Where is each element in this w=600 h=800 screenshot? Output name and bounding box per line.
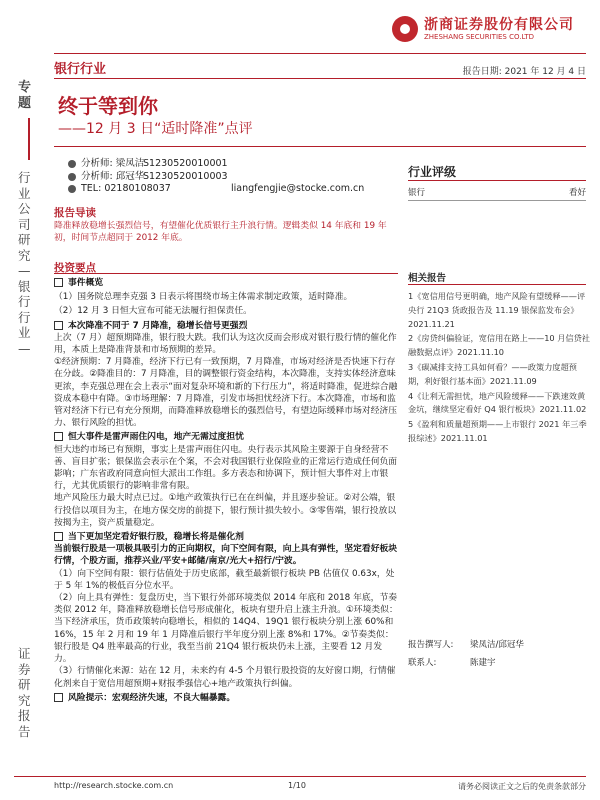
section-heading <box>54 277 398 289</box>
risk-warning <box>54 692 398 704</box>
footer-disclaimer: 请务必阅读正文之后的免责条款部分 <box>458 782 586 791</box>
sector-label: 银行行业 <box>54 62 107 77</box>
checkbox-icon <box>54 321 63 330</box>
analyst-tel: TEL: 02180108037 <box>81 183 171 194</box>
report-subtitle: ——12 月 3 日“适时降准”点评 <box>58 121 253 137</box>
section-heading-text: 恒大事件是雷声雨住闪电，地产无需过度担忧 <box>68 432 244 443</box>
paragraph: 当前银行股是一项极具吸引力的正向期权，向下空间有限，向上具有弹性，坚定看好板块行情，个股方面，推荐兴业/平安+邮储/南京/光大+招行/宁波。 <box>54 544 398 567</box>
related-item[interactable]: 5《盈利和质量超预期——上市银行 2021 年三季报综述》2021.11.01 <box>408 419 587 443</box>
paragraph: 上次（7 月）超预期降准，银行股大跌。我们认为这次反而会形成对银行股行情的催化作用，本质上是降准背景和市场预期的差异。 <box>54 332 397 356</box>
person-icon <box>68 160 76 168</box>
contact-value: 陈建宇 <box>470 658 496 668</box>
paragraph: （1）向下空间有限：银行估值处于历史底部，截至最新银行板块 PB 估值仅 0.63x，处于 5 年 1%的极低百分位水平。 <box>54 568 395 591</box>
rating-row <box>408 186 586 198</box>
points-heading: 投资要点 <box>54 262 96 274</box>
checkbox-icon <box>54 278 63 287</box>
logo-cn-text: 浙商证券股份有限公司 <box>424 17 574 33</box>
analyst-name: 分析师: 邱冠华 <box>81 170 145 182</box>
related-item[interactable]: 2《房贷纠偏验证，宽信用在路上——10 月信贷社融数据点评》2021.11.10 <box>408 333 590 358</box>
person-icon <box>68 173 76 181</box>
related-heading: 相关报告 <box>408 273 447 284</box>
analyst-cert: S1230520010001 <box>143 158 228 169</box>
logo-mark-icon <box>392 16 418 42</box>
paragraph: （1）国务院总理李克强 3 日表示将围绕市场主体需求制定政策，适时降准。 <box>54 292 353 303</box>
contact-row <box>408 656 590 668</box>
paragraph: （3）行情催化来源：站在 12 月，未来约有 4-5 个月银行股投资的友好窗口期，行情催化剂来自于宽信用超预期+财报季强信心+地产政策执行纠偏。 <box>54 666 396 689</box>
paragraph: 恒大违约市场已有预期，事实上是雷声雨住闪电。央行表示其风险主要源于自身经营不善、盲目扩张；银保监会表示在个案，不会对我国银行业保险业的正常运行造成任何负面影响；广东省政府同意向恒大派出工作组。多方表态和协调下，预计恒大事件对上市银行，尤其优质银行的影响非常有限。 <box>54 444 398 492</box>
author-row <box>408 638 590 650</box>
analyst-row <box>68 183 364 196</box>
checkbox-icon <box>54 432 63 441</box>
paragraph: 地产风险压力最大时点已过。①地产政策执行已在在纠偏，并且逐步验证。②对公端，银行投信以项目为主，在地方保交房的前提下，银行预计损失较小。③零售端，银行投放以按揭为主，资产质量稳定。 <box>54 493 397 528</box>
analyst-block <box>68 158 364 196</box>
side-divider-top <box>28 118 30 160</box>
title-divider <box>54 146 586 147</box>
logo-en-text: ZHESHANG SECURITIES CO.LTD <box>424 33 535 41</box>
rating-industry: 银行 <box>408 188 426 198</box>
rating-heading: 行业评级 <box>408 165 457 179</box>
contact-label: 联系人: <box>408 658 437 668</box>
related-list <box>408 290 590 447</box>
analyst-cert: S1230520010003 <box>143 170 228 182</box>
sector-divider <box>54 78 586 79</box>
analyst-row <box>68 158 364 171</box>
related-item[interactable]: 1《宽信用信号更明确，地产风险有望缓释——评央行 21Q3 货政报告及 11.19 银保监发布会》2021.11.21 <box>408 291 586 329</box>
author-value: 梁凤洁/邱冠华 <box>470 640 524 650</box>
header-divider <box>54 53 586 54</box>
report-title: 终于等到你 <box>58 94 158 118</box>
paragraph: （2）12 月 3 日恒大宣布可能无法履行担保责任。 <box>54 306 252 317</box>
related-item[interactable]: 3《碳减排支持工具如何看？——政策力度超预期，利好银行基本面》2021.11.09 <box>408 361 577 386</box>
side-label-topic: 专题 <box>18 80 32 111</box>
section-heading <box>54 431 398 443</box>
footer-divider <box>14 776 586 777</box>
related-divider <box>408 284 586 285</box>
analyst-row <box>68 171 364 184</box>
company-logo <box>392 14 592 48</box>
rating-divider <box>408 180 586 181</box>
author-label: 报告撰写人: <box>408 640 454 650</box>
guide-text <box>54 220 398 244</box>
rating-row-divider <box>408 200 586 201</box>
checkbox-icon <box>54 532 63 541</box>
side-label-report: 证券研究报告 <box>18 646 31 739</box>
section-heading <box>54 531 398 543</box>
guide-heading: 报告导读 <box>54 207 96 219</box>
section-heading-text: 当下更加坚定看好银行股，稳增长将是催化剂 <box>68 532 244 543</box>
page-number: 1/10 <box>288 781 306 790</box>
investment-points <box>54 277 398 704</box>
section-heading <box>54 320 398 332</box>
side-label-category: 行业公司研究—银行行业— <box>18 170 31 356</box>
risk-text: 风险提示：宏观经济失速，不良大幅暴露。 <box>68 692 236 703</box>
related-item[interactable]: 4《让利无需担忧，地产风险缓释——下跌速效黄金坑，继续坚定看好 Q4 银行板块》2021.11.02 <box>408 390 587 415</box>
analyst-name: 分析师: 梁凤洁 <box>81 158 145 169</box>
guide-paragraph: 降准释放稳增长强烈信号，有望催化优质银行主升浪行情。逻辑类似 14 年底和 19 年初，时间节点超同于 2012 年底。 <box>54 221 387 244</box>
phone-icon <box>68 185 76 193</box>
points-divider <box>54 273 398 274</box>
rating-value: 看好 <box>568 188 586 198</box>
analyst-email[interactable]: liangfengjie@stocke.com.cn <box>231 183 365 194</box>
paragraph: （2）向上具有弹性：复盘历史，当下银行外部环境类似 2014 年底和 2018 年底，节奏类似 2012 年，降准释放稳增长信号形成催化，板块有望升启上涨主升浪。①环境类似：当下经济承压，货币政策转向稳增长，相似的 14Q4、19Q1 银行板块分别上涨 60%和 16%，15 年 2 月和 19 年 1 月降准后银行半年度分别上涨 8%和 17%。②节奏类似：银行股是 Q4 胜率最高的行业，我至当前 21Q4 银行板块仍未上涨，主要看 12 月发力。 <box>54 593 398 665</box>
section-heading-text: 本次降准不同于 7 月降准，稳增长信号更强烈 <box>68 320 248 331</box>
section-heading-text: 事件概览 <box>68 278 104 288</box>
report-date: 报告日期: 2021 年 12 月 4 日 <box>462 67 586 77</box>
paragraph: ①经济预期：7 月降准，经济下行已有一致预期，7 月降准，市场对经济是否快速下行存在分歧。②降准目的：7 月降准，目的调整银行资金结构，本次降准，支持实体经济意味更浓，李克强总理在会上表示“面对复杂环境和新的下行压力”，将适时降准，促进综合融资成本稳中有降。③市场理解：7 月降准，引发市场担忧经济下行。本次降准，市场和监管对经济下行已有充分预期，而降准释放稳增长的强烈信号，有望边际缓释市场对经济压力、银行风险的担忧。 <box>54 357 398 429</box>
footer-url[interactable]: http://research.stocke.com.cn <box>54 781 174 790</box>
checkbox-icon <box>54 693 63 702</box>
